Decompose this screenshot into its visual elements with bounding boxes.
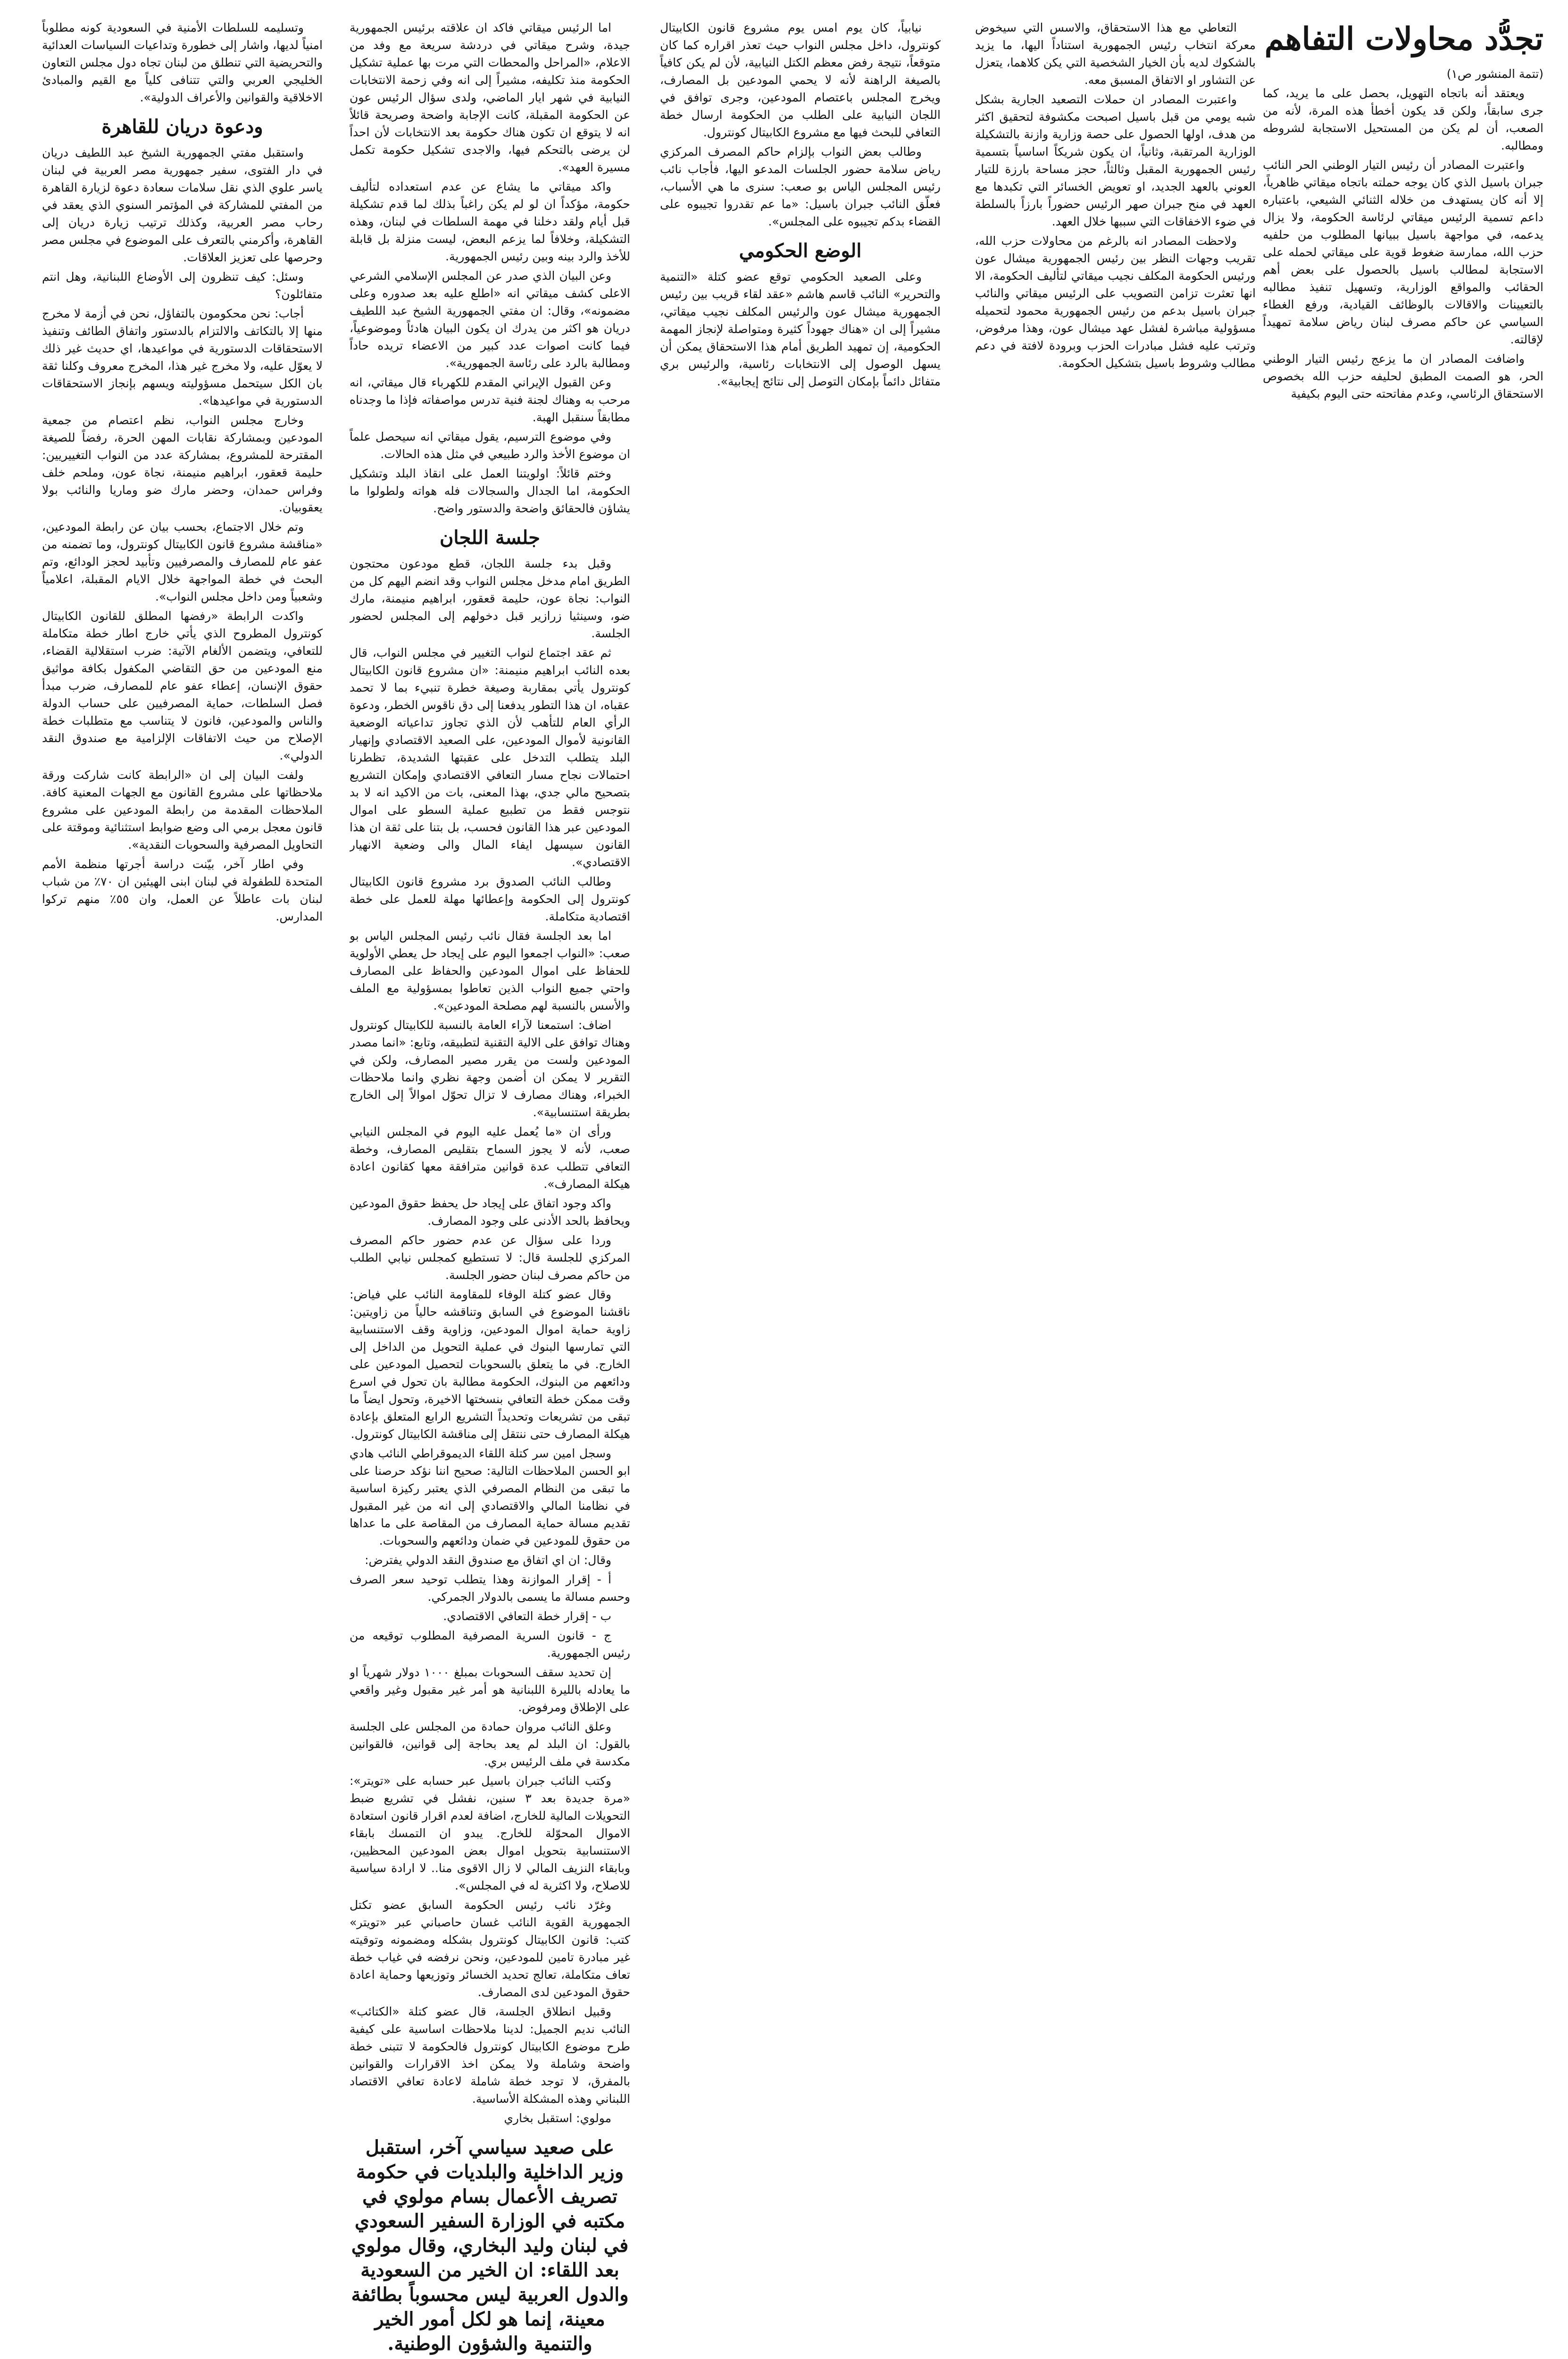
paragraph: وعن البيان الذي صدر عن المجلس الإسلامي الشرعي الاعلى كشف ميقاتي انه «اطلع عليه بعد صدوره وعلى مضمونه»، وقال: ان مفتي الجمهورية الشيخ عبد اللطيف دريان هو اكثر من يدرك ان يكون البيان هادئاً وموضوعياً، فيما كانت اصوات عدد كبير من الاعضاء تريده حاداً ومطالبة بالرد على رئاسة الجمهورية». — [350, 269, 630, 370]
paragraph: أجاب: نحن محكومون بالتفاؤل، نحن في أزمة لا مخرج منها إلا بالتكاتف والالتزام بالدستور واتفاق الطائف وتنفيذ الاستحقاقات الدستورية في مواعيدها، اي حديث غير ذلك لا يعوّل عليه، ولا مخرج غير هذا، المخرج معروف وكلنا ثقة بان الكل سيتحمل مسؤوليته ويسهم بإنجاز الاستحقاقات الدستورية في مواعيدها». — [42, 307, 323, 408]
paragraph: وخارج مجلس النواب، نظم اعتصام من جمعية المودعين وبمشاركة نقابات المهن الحرة، رفضاً للصيغة المقترحة للمشروع، بمشاركة عدد من النواب التغييريين: حليمة قعقور، ابراهيم منيمنة، نجاة عون، وملحم خلف وفراس حمدان، وحضر مارك ضو وماريا والنائب بولا يعقوبيان. — [42, 413, 323, 514]
paragraph: ثم عقد اجتماع لنواب التغيير في مجلس النواب، قال بعده النائب ابراهيم منيمنة: «ان مشروع قانون الكابيتال كونترول يأتي بمقاربة وصيغة خطرة تنبيء بما لا تحمد عقباه، ان هذا التطور يدفعنا إلى دق ناقوس الخطر، ودعوة الرأي العام للتأهب لأن الذي تجاوز تداعياته الوضعية القانونية لأموال المودعين، على الصعيد الاقتصادي وإنهيار البلد يتطلب التدخل على عقبتها الشديدة، تظطرنا احتمالات نجاح مسار التعافي الاقتصادي وإمكان التشريع بتصحيح مالي جدي، بهذا المعنى، بات من الاكيد انه لا بد نتوجس فقط من تطبيع عملية السطو على اموال المودعين عبر هذا القانون فحسب، بل بتنا على ثقة ان هذا القانون سيسهل ايفاء المال والى وضعية الانهيار الاقتصادي». — [350, 646, 630, 869]
paragraph: وختم قائلاً: اولويتنا العمل على انقاذ البلد وتشكيل الحكومة، اما الجدال والسجالات فله هواته ولطولوا ما يشاؤن فالحقائق واضحة والدستور واضح. — [350, 467, 630, 515]
paragraph: وردا على سؤال عن عدم حضور حاكم المصرف المركزي للجلسة قال: لا تستطيع كمجلس نيابي الطلب من حاكم مصرف لبنان حضور الجلسة. — [350, 1233, 630, 1282]
paragraph: وتم خلال الاجتماع، بحسب بيان عن رابطة المودعين، «مناقشة مشروع قانون الكابيتال كونترول، وما تضمنه من عفو عام للمصارف والمصرفيين وتأبيد لحجز الودائع، وتم البحث في خطة المواجهة خلال الايام المقبلة، اعلامياً وشعبياً ومن داخل مجلس النواب». — [42, 520, 323, 603]
paragraph: واعتبرت المصادر أن رئيس التيار الوطني الحر النائب جبران باسيل الذي كان يوجه حملته باتجاه ميقاتي ظاهرياً، إلا أنه كان يستهدف من خلاله الثنائي الشيعي، باعتباره داعم تسمية الرئيس ميقاتي لرئاسة الحكومة، ولا يزال يدعمه، في مواجهة باسيل ببيانها المطلوب من حلفيه حزب الله، ممارسة ضغوط قوية على ميقاتي لحمله على الاستجابة لمطالب باسيل بالحصول على بعض أهم الحقائب والمواقع الوزارية، وتسهيل تنفيذ مطالبه بالتعيينات والاقالات بالوظائف القيادية، ورفع الغطاء السياسي عن حاكم مصرف لبنان رياض سلامة تمهيداً لإقالته. — [1263, 158, 1543, 346]
margin-mark — [8, 2357, 22, 2359]
paragraph: وطالب النائب الصدوق برد مشروع قانون الكابيتال كونترول إلى الحكومة وإعطائها مهلة للعمل على خطة اقتصادية متكاملة. — [350, 875, 630, 923]
paragraph: وسجل امين سر كتلة اللقاء الديموقراطي النائب هادي ابو الحسن الملاحظات التالية: صحيح اننا نؤكد حرصنا على ما تبقى من النظام المصرفي الذي يعتبر ركيزة اساسية في نظامنا المالي والاقتصادي إلى انه من غير المقبول تقديم مسالة حماية المصارف من المقاصة على ما عداها من حقوق للمودعين في ضمان ودائعهم والسحوبات. — [350, 1447, 630, 1548]
paragraph: وقبل بدء جلسة اللجان، قطع مودعون محتجون الطريق امام مدخل مجلس النواب وقد انضم اليهم كل من النواب: نجاة عون، حليمة قعقور، ابراهيم منيمنة، مارك ضو، وسينثيا زرازير قبل دخولهم إلى المجلس لحضور الجلسة. — [350, 557, 630, 640]
subheading-darian-invitation: ودعوة دريان للقاهرة — [101, 116, 263, 138]
paragraph: وقال عضو كتلة الوفاء للمقاومة النائب علي فياض: ناقشنا الموضوع في السابق وتناقشه حالياً من زاويتين: زاوية حماية اموال المودعين، وزاوية وقف الاستنسابية التي تمارسها البنوك في عملية التحويل من الداخل إلى الخارج. في ما يتعلق بالسحوبات لتحصيل المودعين على ودائعهم من البنوك، الحكومة مطالبة بان تحول في اسرع وقت ممكن خطة التعافي بنسختها الاخيرة، وتحول ايضاً ما تبقى من تشريعات وتحديداً التشريع الرابع المتعلق بإعادة هيكلة المصارف حتى ننتقل إلى مناقشة الكابيتال كونترول. — [350, 1288, 630, 1441]
paragraph: وعن القبول الإيراني المقدم للكهرباء قال ميقاتي، انه مرحب به وهناك لجنة فنية تدرس مواصفاته فإذا ما وجدناه مطابقاً سنقبل الهبة. — [350, 376, 630, 424]
paragraph: وتسليمه للسلطات الأمنية في السعودية كونه مطلوباً امنياً لديها، واشار إلى خطورة وتداعيات السياسات العدائية والتحريضية التي تنطلق من لبنان تجاه دول مجلس التعاون الخليجي العربي والتي تتنافى كلياً مع القيم والمبادئ الاخلاقية والقوانين والأعراف الدولية». — [42, 21, 323, 104]
article-column-4 — [350, 19, 630, 2359]
paragraph: اما بعد الجلسة فقال نائب رئيس المجلس الياس بو صعب: «النواب اجمعوا اليوم على إيجاد حل يعطي الأولوية للحفاظ على اموال المودعين والحفاظ على المصارف واحتي جميع النواب الذين تعاطوا بمسؤولية مع الملف والأسس بالنسبة لهم مصلحة المودعين». — [350, 929, 630, 1012]
paragraph: التعاطي مع هذا الاستحقاق، والاسس التي سيخوض معركة انتخاب رئيس الجمهورية استناداً اليها، ما يزيد بالشكوك لديه بأن الخيار الشخصية التي يكن كلاهما، يتعزل عن التشاور او الاتفاق المسبق معه. — [975, 21, 1256, 87]
headline: تجدُّد محاولات التفاهم — [1264, 20, 1543, 57]
paragraph: وعلق النائب مروان حمادة من المجلس على الجلسة بالقول: ان البلد لم يعد بحاجة إلى قوانين، فالقوانين مكدسة في ملف الرئيس بري. — [350, 1720, 630, 1768]
subheading-government-situation: الوضع الحكومي — [739, 240, 862, 262]
article-column-3 — [660, 19, 941, 392]
paragraph: وسئل: كيف تنظرون إلى الأوضاع اللبنانية، وهل انتم متفائلون؟ — [42, 270, 323, 301]
paragraph: نيابياً، كان يوم امس يوم مشروع قانون الكابيتال كونترول، داخل مجلس النواب حيث تعذر اقراره كما كان متوقعاً، نتيجة رفض معظم الكتل النيابية، لأن لم يكن كافياً بالصيغة الراهنة لأنه لا يحمي المودعين بل المصارف، ويخرج المجلس باعتصام المودعين، وجرى توافق في اللجان النيابية على الطلب من الحكومة ارسال خطة التعافي للبحث فيها مع مشروع الكابيتال كونترول. — [660, 21, 941, 139]
continuation-note: (تتمة المنشور ص١) — [1446, 67, 1543, 81]
list-item: ج - قانون السرية المصرفية المطلوب توقيعه من رئيس الجمهورية. — [350, 1629, 630, 1660]
list-item: ب - إقرار خطة التعافي الاقتصادي. — [443, 1609, 611, 1623]
paragraph: واكدت الرابطة «رفضها المطلق للقانون الكابيتال كونترول المطروح الذي يأتي خارج اطار خطة متكاملة للتعافي، ويتضمن الألغام الآتية: ضرب استقلالية القضاء، منع المودعين من حق التقاضي المكفول بكافة مواثيق حقوق الإنسان، إعطاء عفو عام للمصارف، ضرب مبدأ فصل السلطات، حماية المصرفيين على حساب الدولة والناس والمودعين، فانون لا يتناسب مع متطلبات خطة الإصلاح من حيث الاتفاقات الإلزامية مع صندوق النقد الدولي». — [42, 609, 323, 762]
list-item: إن تحديد سقف السحوبات بمبلغ ١٠٠٠ دولار شهرياً او ما يعادله بالليرة اللبنانية هو أمر غير مقبول وغير واقعي على الإطلاق ومرفوض. — [350, 1665, 630, 1714]
article-column-2 — [975, 19, 1256, 374]
subheading-mawlawi: على صعيد سياسي آخر، استقبل وزير الداخلية والبلديات في حكومة تصريف الأعمال بسام مولوي في مكتبه في الوزارة السفير السعودي في لبنان وليد البخاري، وقال مولوي بعد اللقاء: ان الخير من السعودية والدول العربية ليس محسوباً بطائفة معينة، إنما هو لكل أمور الخير والتنمية والشؤون الوطنية. — [351, 2136, 629, 2355]
paragraph: واستقبل مفتي الجمهورية الشيخ عبد اللطيف دريان في دار الفتوى، سفير جمهورية مصر العربية في لبنان ياسر علوي الذي نقل سلامات سعادة دعوة لزيارة القاهرة من المفتي للمشاركة في المؤتمر السنوي الذي يعقد في رحاب مصر العربية، وكذلك ترتيب زيارة دريان إلى القاهرة، وأكرمني بالتعرف على الموضوع في مجلس مصر وحرصها على تعزيز العلاقات. — [42, 146, 323, 264]
article-column-1 — [1263, 19, 1543, 404]
paragraph: وغرّد نائب رئيس الحكومة السابق عضو تكتل الجمهورية القوية النائب غسان حاصباني عبر «تويتر» كتب: قانون الكابيتال كونترول بشكله ومضمونه وتوقيته غير مبادرة تامين للمودعين، ونحن نرفضه في غياب خطة تعاف متكاملة، تعالج تحديد الخسائر وتوزيعها وحماية اعادة حقوق المودعين لدى المصارف. — [350, 1898, 630, 1999]
subheading-committees-session: جلسة اللجان — [440, 527, 540, 549]
paragraph: وفي موضوع الترسيم، يقول ميقاتي انه سيحصل علماً ان موضوع الأخذ والرد طبيعي في مثل هذه الحالات. — [350, 430, 630, 461]
paragraph: وقال: ان اي اتفاق مع صندوق النقد الدولي يفترض: — [365, 1553, 611, 1567]
paragraph: اما الرئيس ميقاتي فاكد ان علاقته برئيس الجمهورية جيدة، وشرح ميقاتي في دردشة سريعة مع وفد من الاعلام، «المراحل والمحطات التي مرت بها عملية تشكيل الحكومة منذ تكليفه، مشيراً إلى انه وفي زحمة الانتخابات النيابية في شهر ايار الماضي، ولدى سؤال الرئيس عون عن الحكومة المقبلة، كانت الإجابة واضحة وصريحة قائلاً انه لا يتوقع ان تكون هناك حكومة بعد الانتخابات لأن احداً لن يرضى بالتحكم فيها، والاجدى تشكيل حكومة تكمل مسيرة العهد». — [350, 21, 630, 174]
paragraph: أ - إقرار الموازنة وهذا يتطلب توحيد سعر الصرف وحسم مسالة ما يسمى بالدولار الجمركي. — [350, 1573, 630, 1604]
paragraph: وطالب بعض النواب بإلزام حاكم المصرف المركزي رياض سلامة حضور الجلسات المدعو اليها، فأجاب نائب رئيس المجلس الياس بو صعب: سنرى ما هي الأسباب، فعلّق النائب جبران باسيل: «ما عم تقدروا تجيبوه على القضاء بدكم تجيبوه على المجلس». — [660, 145, 941, 228]
paragraph: وفي اطار آخر، بيّنت دراسة أجرتها منظمة الأمم المتحدة للطفولة في لبنان ابنى الهيئين ان ٧٠٪ من شباب لبنان بات عاطلاً عن العمل، وان ٥٥٪ منهم تركوا المدارس. — [42, 857, 323, 923]
paragraph: وكتب النائب جبران باسيل عبر حسابه على «تويتر»: «مرة جديدة بعد ٣ سنين، نفشل في تشريع ضبط التحويلات المالية للخارج، اضافة لعدم اقرار قانون استعادة الاموال المحوّلة للخارج. يبدو ان التمسك بابقاء الاستنسابية بتحويل اموال بعض المودعين المحظيين، وبابقاء النزيف المالي لا زال الاقوى منا.. لا ارادة سياسية للاصلاح، ولا اكثرية له في المجلس». — [350, 1774, 630, 1892]
paragraph: ولفت البيان إلى ان «الرابطة كانت شاركت ورقة ملاحظاتها على مشروع القانون مع الجهات المعنية كافة. الملاحظات المقدمة من رابطة المودعين على مشروع قانون معجل برمي الى وضع ضوابط استثنائية وموقتة على التحاويل المصرفية والسحوبات النقدية». — [42, 768, 323, 852]
paragraph: مولوي: استقبل بخاري — [504, 2111, 611, 2125]
paragraph: واكد ميقاتي ما يشاع عن عدم استعداده لتأليف حكومة، مؤكداً ان لو لم يكن راغباً بذلك لما قدم تشكيلة قبل أيام ولقد دخلنا في مهمة السلطات في لبنان، وهذه التشكيلة، وخلافاً لما يزعم البعض، ليست منزلة بل قابلة للأخذ والرد بينه وبين رئيس الجمهورية. — [350, 180, 630, 263]
paragraph: وقبيل انطلاق الجلسة، قال عضو كتلة «الكتائب» النائب نديم الجميل: لدينا ملاحظات اساسية على كيفية طرح موضوع الكابيتال كونترول فالحكومة لا تتبنى خطة واضحة وشاملة ولا يمكن اخذ الاقرارات والقوانين بالمفرق، لا توجد خطة شاملة لاعادة تعافي الاقتصاد اللبناني وهذه المشكلة الأساسية. — [350, 2005, 630, 2106]
margin-marks — [8, 2357, 22, 2359]
paragraph: ولاحظت المصادر انه بالرغم من محاولات حزب الله، تقريب وجهات النظر بين رئيس الجمهورية ميشال عون ورئيس الحكومة المكلف نجيب ميقاتي لتأليف الحكومة، الا انها تعثرت تزامن التصويب على الرئيس ميقاتي والنائب جبران باسيل بدعم من رئيس الجمهورية محمود لتحميله مسؤولية مباشرة لفشل عهد ميشال عون، وهذا مرفوض، وترتب عليه فشل مبادرات الحزب وبرودة لافتة في دعم مطالب وشروط باسيل بتشكيل الحكومة. — [975, 234, 1256, 370]
article-column-5 — [42, 19, 323, 1057]
paragraph: واعتبرت المصادر ان حملات التصعيد الجارية بشكل شبه يومي من قبل باسيل اصبحت مكشوفة لتحقيق اكثر من هدف، اولها الحصول على حصة وزارية وازنة بالتشكيلة الوزارية المرتقبة، وثانياً، ان يكون شريكاً اساسياً بتسمية رئيس الجمهورية المقبل وثالثاً، حجز مساحة بارزة للتيار العوني بالعهد الجديد، او تعويض الخسائر التي تكبدها مع العهد في منح جبران صهر الرئيس حضوراً بارزاً بالسلطة في ضوء الاخفاقات التي سببها خلال العهد. — [975, 92, 1256, 228]
paragraph: واكد وجود اتفاق على إيجاد حل يحفظ حقوق المودعين ويحافظ بالحد الأدنى على وجود المصارف. — [350, 1196, 630, 1228]
paragraph: ورأى ان «ما يُعمل عليه اليوم في المجلس النيابي صعب، لأنه لا يجوز السماح بتقليص المصارف، وخطة التعافي تتطلب عدة قوانين مترافقة معها كقانون اعادة هيكلة المصارف». — [350, 1125, 630, 1191]
paragraph: واضافت المصادر ان ما يزعج رئيس التيار الوطني الحر، هو الصمت المطبق لحليفه حزب الله بخصوص الاستحقاق الرئاسي، وعدم مفاتحته حتى اليوم بكيفية — [1263, 352, 1543, 401]
paragraph: ويعتقد أنه باتجاه التهويل، بحصل على ما يريد، كما جرى سابقاً، ولكن قد يكون أخطأ هذه المرة، لأنه من الصعب، أن لم يكن من المستحيل الاستجابة لشروطه ومطالبه. — [1263, 86, 1543, 152]
paragraph: وعلى الصعيد الحكومي توقع عضو كتلة «التنمية والتحرير» النائب قاسم هاشم «عقد لقاء قريب بين رئيس الجمهورية ميشال عون والرئيس المكلف نجيب ميقاتي، مشيراً إلى ان «هناك جهوداً كثيرة ومتواصلة لإنجاز المهمة الحكومية، إن تمهيد الطريق أمام هذا الاستحقاق يمكن أن يسهل الوصول إلى الانتخابات رئاسية، والرئيس بري متفائل دائماً بإمكان التوصل إلى نتائج إيجابية». — [660, 270, 941, 388]
paragraph: اضاف: استمعنا لآراء العامة بالنسبة للكابيتال كونترول وهناك توافق على الالية التقنية لتطبيقه، وتابع: «انما مصدر المودعين ولست من يقرر مصير المصارف، ولكن في التقرير لا يمكن ان أضمن وجهة نظري وانما ملاحظات الخبراء، وهناك مصارف لا تزال تحوّل اموالاً إلى الخارج بطريقة استنسابية». — [350, 1018, 630, 1119]
